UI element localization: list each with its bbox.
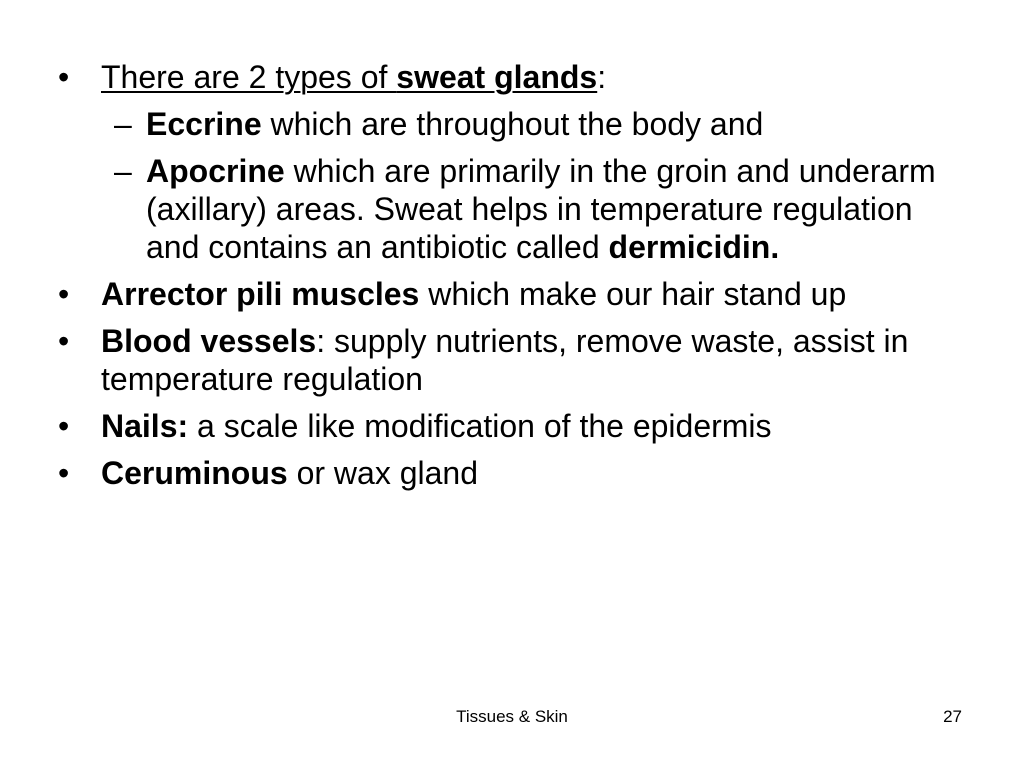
bullet-text: : supply nutrients, remove waste, assist in temperature regulation <box>101 323 909 397</box>
bullet-blood-vessels <box>58 322 968 398</box>
bullet-term: Nails: <box>101 408 189 444</box>
bullet-sweat-glands <box>58 58 968 96</box>
bullet-term: Ceruminous <box>101 455 288 491</box>
bullet-term: Blood vessels <box>101 323 317 359</box>
bullet-marker: • <box>58 455 70 491</box>
sub-bullet-apocrine <box>58 152 968 266</box>
sub-bullet-marker: – <box>114 153 132 189</box>
sub-bullet-marker: – <box>114 106 132 142</box>
bullet-text-bold: sweat glands <box>396 59 598 95</box>
bullet-text: a scale like modification of the epidermis <box>188 408 772 444</box>
sub-bullet-eccrine <box>58 105 968 143</box>
bullet-sweat-glands-text <box>101 59 597 95</box>
sub-bullet-text: which are throughout the body and <box>261 106 764 142</box>
slide-body <box>58 58 968 501</box>
bullet-marker: • <box>58 276 70 312</box>
bullet-marker: • <box>58 408 70 444</box>
sub-bullet-term: Apocrine <box>146 153 285 189</box>
bullet-arrector-pili <box>58 275 968 313</box>
bullet-text: which make our hair stand up <box>419 276 847 312</box>
sub-bullet-term-dermicidin: dermicidin. <box>608 229 780 265</box>
bullet-nails <box>58 407 968 445</box>
bullet-marker: • <box>58 59 70 95</box>
bullet-text: or wax gland <box>287 455 479 491</box>
bullet-text-plain: There are 2 types of <box>101 59 397 95</box>
bullet-term: Arrector pili muscles <box>101 276 420 312</box>
bullet-text-colon: : <box>597 59 607 95</box>
footer-title: Tissues & Skin <box>456 707 568 726</box>
page-number: 27 <box>943 707 962 726</box>
sub-bullet-term: Eccrine <box>146 106 262 142</box>
sub-bullet-text: which are primarily in the groin and underarm (axillary) areas. Sweat helps in temperature regulation and contains an antibiotic called <box>146 153 936 265</box>
bullet-marker: • <box>58 323 70 359</box>
bullet-ceruminous <box>58 454 968 492</box>
